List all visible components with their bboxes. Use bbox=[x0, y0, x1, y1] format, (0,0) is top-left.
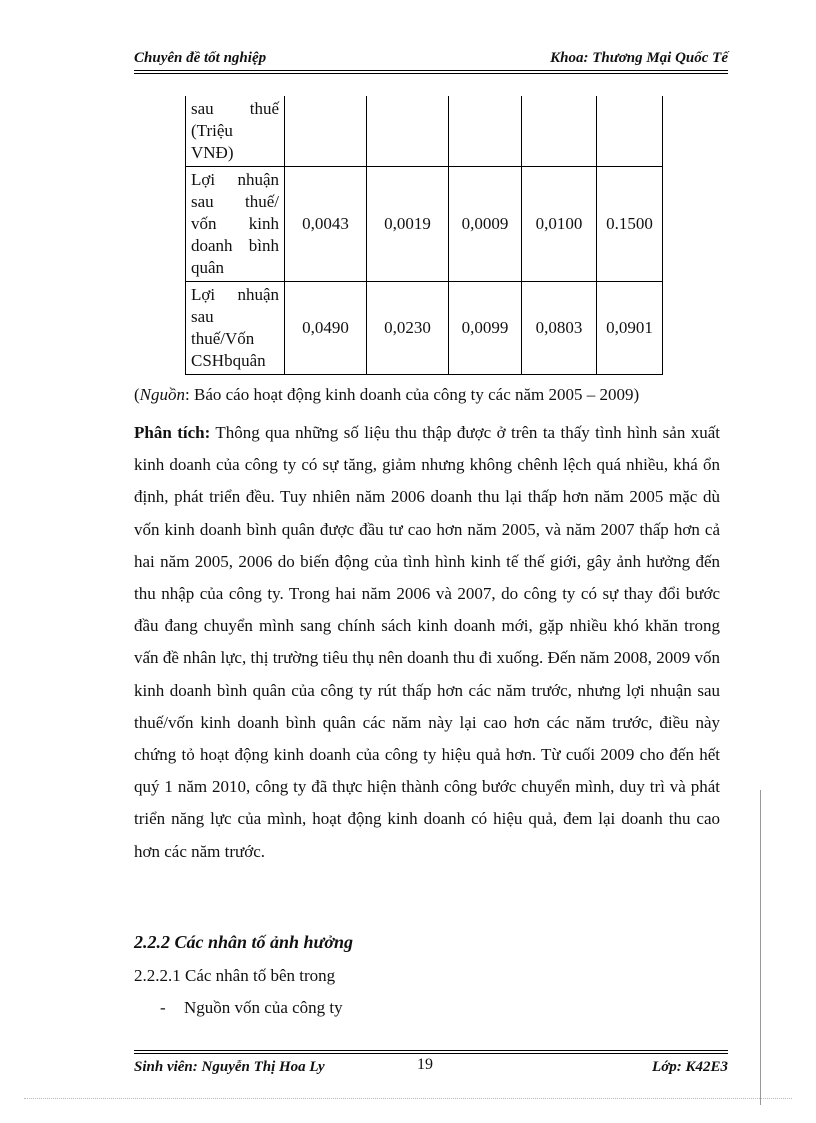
source-text: : Báo cáo hoạt động kinh doanh của công ty các năm 2005 – 2009) bbox=[185, 385, 640, 404]
table-cell: 0,0901 bbox=[597, 282, 663, 375]
analysis-text: Thông qua những số liệu thu thập được ở trên ta thấy tình hình sản xuất kinh doanh của công ty có sự tăng, giảm nhưng không chênh lệch quá nhiều, khá ổn định, phát triển đều. Tuy nhiên năm 2006 doanh thu lại thấp hơn năm 2005 mặc dù vốn kinh doanh bình quân được đầu tư cao hơn năm 2005, và năm 2007 thấp hơn cả hai năm 2005, 2006 do biến động của tình hình kinh tế thế giới, gây ảnh hưởng đến thu nhập của công ty. Trong hai năm 2006 và 2007, do công ty có sự thay đổi bước đầu đang chuyển mình sang chính sách kinh doanh mới, gặp nhiều khó khăn trong vấn đề nhân lực, thị trường tiêu thụ nên doanh thu đi xuống. Đến năm 2008, 2009 vốn kinh doanh bình quân của công ty rút thấp hơn các năm trước, nhưng lợi nhuận sau thuế/vốn kinh doanh bình quân các năm này lại cao hơn các năm trước, điều này chứng tỏ hoạt động kinh doanh của công ty hiệu quả hơn. Từ cuối 2009 cho đến hết quý 1 năm 2010, công ty đã thực hiện thành công bước chuyển mình, duy trì và phát triển năng lực của mình, hoạt động kinh doanh có hiệu quả, đem lại doanh thu cao hơn các năm trước. bbox=[134, 423, 720, 861]
section-title: 2.2.2 Các nhân tố ảnh hưởng bbox=[134, 932, 354, 952]
analysis-heading: Phân tích: bbox=[134, 423, 211, 442]
page-edge-rule bbox=[760, 790, 761, 1105]
page-bottom-divider bbox=[24, 1098, 792, 1099]
table-cell: 0.1500 bbox=[597, 167, 663, 282]
table-cell: 0,0043 bbox=[285, 167, 367, 282]
footer-student: Sinh viên: Nguyễn Thị Hoa Ly bbox=[134, 1059, 325, 1075]
footer-class: Lớp: K42E3 bbox=[652, 1059, 728, 1075]
table-row bbox=[186, 282, 663, 375]
header-document-type: Chuyên đề tốt nghiệp bbox=[134, 50, 267, 66]
page-number: 19 bbox=[417, 1056, 433, 1073]
bullet-marker: - bbox=[160, 998, 166, 1017]
source-note bbox=[134, 385, 728, 405]
header-faculty: Khoa: Thương Mại Quốc Tế bbox=[550, 50, 728, 66]
table-cell: 0,0100 bbox=[522, 167, 597, 282]
source-open-paren: ( bbox=[134, 385, 140, 404]
table-cell bbox=[449, 96, 522, 167]
analysis-paragraph bbox=[134, 417, 720, 868]
row-label: Lợi nhuận sau thuế/Vốn CSHbquân bbox=[186, 282, 285, 375]
table-cell: 0,0230 bbox=[367, 282, 449, 375]
subsection-title: 2.2.2.1 Các nhân tố bên trong bbox=[134, 966, 336, 985]
table-cell bbox=[285, 96, 367, 167]
source-label: Nguồn bbox=[139, 385, 186, 404]
page-footer bbox=[134, 1053, 728, 1076]
list-item bbox=[160, 998, 343, 1018]
table-row bbox=[186, 167, 663, 282]
table-cell: 0,0803 bbox=[522, 282, 597, 375]
bullet-text: Nguồn vốn của công ty bbox=[184, 998, 343, 1017]
row-label: Lợi nhuận sau thuế/ vốn kinh doanh bình quân bbox=[186, 167, 285, 282]
table-cell bbox=[522, 96, 597, 167]
table-row bbox=[186, 96, 663, 167]
table-cell bbox=[367, 96, 449, 167]
table-cell: 0,0490 bbox=[285, 282, 367, 375]
table-cell: 0,0099 bbox=[449, 282, 522, 375]
table-cell bbox=[597, 96, 663, 167]
financial-ratio-table bbox=[185, 96, 663, 375]
table-cell: 0,0019 bbox=[367, 167, 449, 282]
table-cell: 0,0009 bbox=[449, 167, 522, 282]
row-label: sau thuế (Triệu VNĐ) bbox=[186, 96, 285, 167]
page-header bbox=[134, 48, 728, 71]
